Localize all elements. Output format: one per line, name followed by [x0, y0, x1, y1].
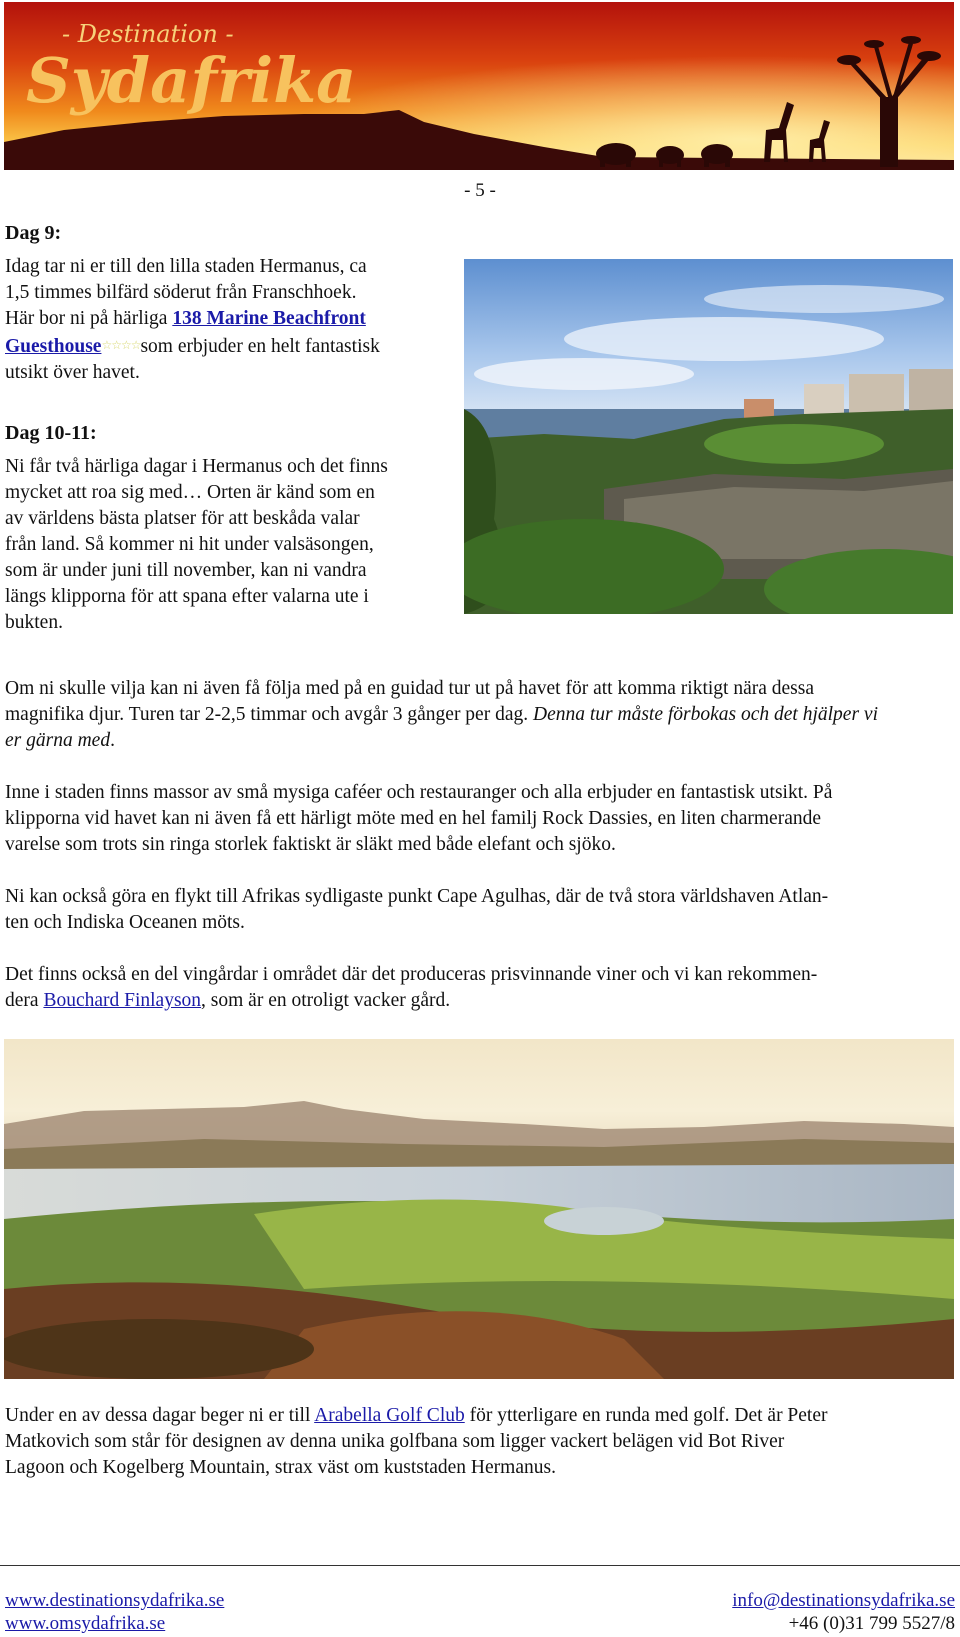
town-paragraph — [5, 780, 832, 858]
flight-paragraph — [5, 884, 828, 936]
wine-line2 — [5, 988, 817, 1014]
tour-line3-end: . — [110, 730, 115, 751]
wine-line2-end: , som är en otroligt vacker gård. — [201, 990, 451, 1011]
wine-paragraph — [5, 962, 817, 1014]
day9-line3-text: Här bor ni på härliga — [5, 308, 173, 329]
day9-line4-text: som erbjuder en helt fantastisk — [140, 336, 380, 357]
day10-line: Ni får två härliga dagar i Hermanus och det finns — [5, 456, 388, 477]
day10-line: mycket att roa sig med… Orten är känd som en — [5, 482, 375, 503]
golf-line1-end: för ytterligare en runda med golf. Det är Peter — [464, 1405, 828, 1426]
tour-booking-note: Denna tur måste förbokas och det hjälper vi — [533, 704, 878, 725]
logo-large: Sydafrika — [26, 44, 357, 117]
tour-line1: Om ni skulle vilja kan ni även få följa med på en guidad tur ut på havet för att komma riktigt nära dessa — [5, 678, 815, 699]
day9-line2: 1,5 timmes bilfärd söderut från Franschhoek. — [5, 282, 357, 303]
footer-divider — [0, 1565, 960, 1566]
footer-website-link[interactable]: www.destinationsydafrika.se — [5, 1590, 225, 1611]
logo-small: - Destination - — [62, 20, 234, 48]
day9-line1: Idag tar ni er till den lilla staden Hermanus, ca — [5, 256, 367, 277]
footer-website2-link[interactable]: www.omsydafrika.se — [5, 1613, 166, 1634]
day10-text — [5, 454, 388, 636]
golf-line3: Lagoon och Kogelberg Mountain, strax väst om kuststaden Hermanus. — [5, 1457, 556, 1478]
arabella-golf-club-link[interactable]: Arabella Golf Club — [314, 1405, 465, 1426]
day10-line: från land. Så kommer ni hit under valsäsongen, — [5, 534, 374, 555]
heading-day9: Dag 9: — [5, 222, 62, 244]
day9-text — [5, 254, 380, 386]
tour-paragraph — [5, 676, 878, 754]
footer-phone: +46 (0)31 799 5527/8 — [788, 1613, 955, 1634]
wine-line1: Det finns också en del vingårdar i området där det produceras prisvinnande viner och vi kan rekommen- — [5, 964, 818, 985]
bouchard-finlayson-link[interactable]: Bouchard Finlayson — [43, 990, 202, 1011]
guesthouse-link-cont[interactable]: Guesthouse — [5, 336, 102, 357]
flight-line: Ni kan också göra en flykt till Afrikas sydligaste punkt Cape Agulhas, där de två stora världshaven Atlan- — [5, 886, 829, 907]
tour-line2 — [5, 702, 878, 728]
tour-booking-note-cont: er gärna med — [5, 730, 111, 751]
heading-day10-11: Dag 10-11: — [5, 422, 97, 444]
flight-line: ten och Indiska Oceanen möts. — [5, 912, 245, 933]
day9-line4 — [5, 332, 380, 360]
day10-line: längs klipporna för att spana efter valarna ute i — [5, 586, 369, 607]
star-rating-icon: ☆☆☆☆ — [101, 338, 141, 352]
tour-line3 — [5, 728, 878, 754]
footer-email-link[interactable]: info@destinationsydafrika.se — [732, 1590, 955, 1611]
golf-paragraph — [5, 1403, 828, 1481]
tour-line2-text: magnifika djur. Turen tar 2-2,5 timmar och avgår 3 gånger per dag. — [5, 704, 533, 725]
wine-line2-text: dera — [5, 990, 44, 1011]
day10-line: av världens bästa platser för att beskåda valar — [5, 508, 360, 529]
day10-line: som är under juni till november, kan ni vandra — [5, 560, 367, 581]
day10-line: bukten. — [5, 612, 63, 633]
day9-line3 — [5, 306, 380, 332]
town-line: klipporna vid havet kan ni även få ett härligt möte med en hel familj Rock Dassies, en liten charmerande — [5, 808, 822, 829]
day9-line5: utsikt över havet. — [5, 362, 140, 383]
golf-line2: Matkovich som står för designen av denna unika golfbana som ligger vackert belägen vid Bot River — [5, 1431, 785, 1452]
golf-line1-text: Under en av dessa dagar beger ni er till — [5, 1405, 315, 1426]
town-line: Inne i staden finns massor av små mysiga caféer och restauranger och alla erbjuder en fantastisk utsikt. På — [5, 782, 833, 803]
golf-line1 — [5, 1403, 828, 1429]
golf-lagoon-photo — [4, 1039, 954, 1379]
header-banner — [4, 2, 954, 170]
town-line: varelse som trots sin ringa storlek faktiskt är släkt med både elefant och sjöko. — [5, 834, 616, 855]
hermanus-coast-photo — [464, 259, 953, 614]
sunset-banner-image — [4, 2, 954, 170]
guesthouse-link[interactable]: 138 Marine Beachfront — [172, 308, 366, 329]
page-number: - 5 - — [464, 180, 496, 201]
